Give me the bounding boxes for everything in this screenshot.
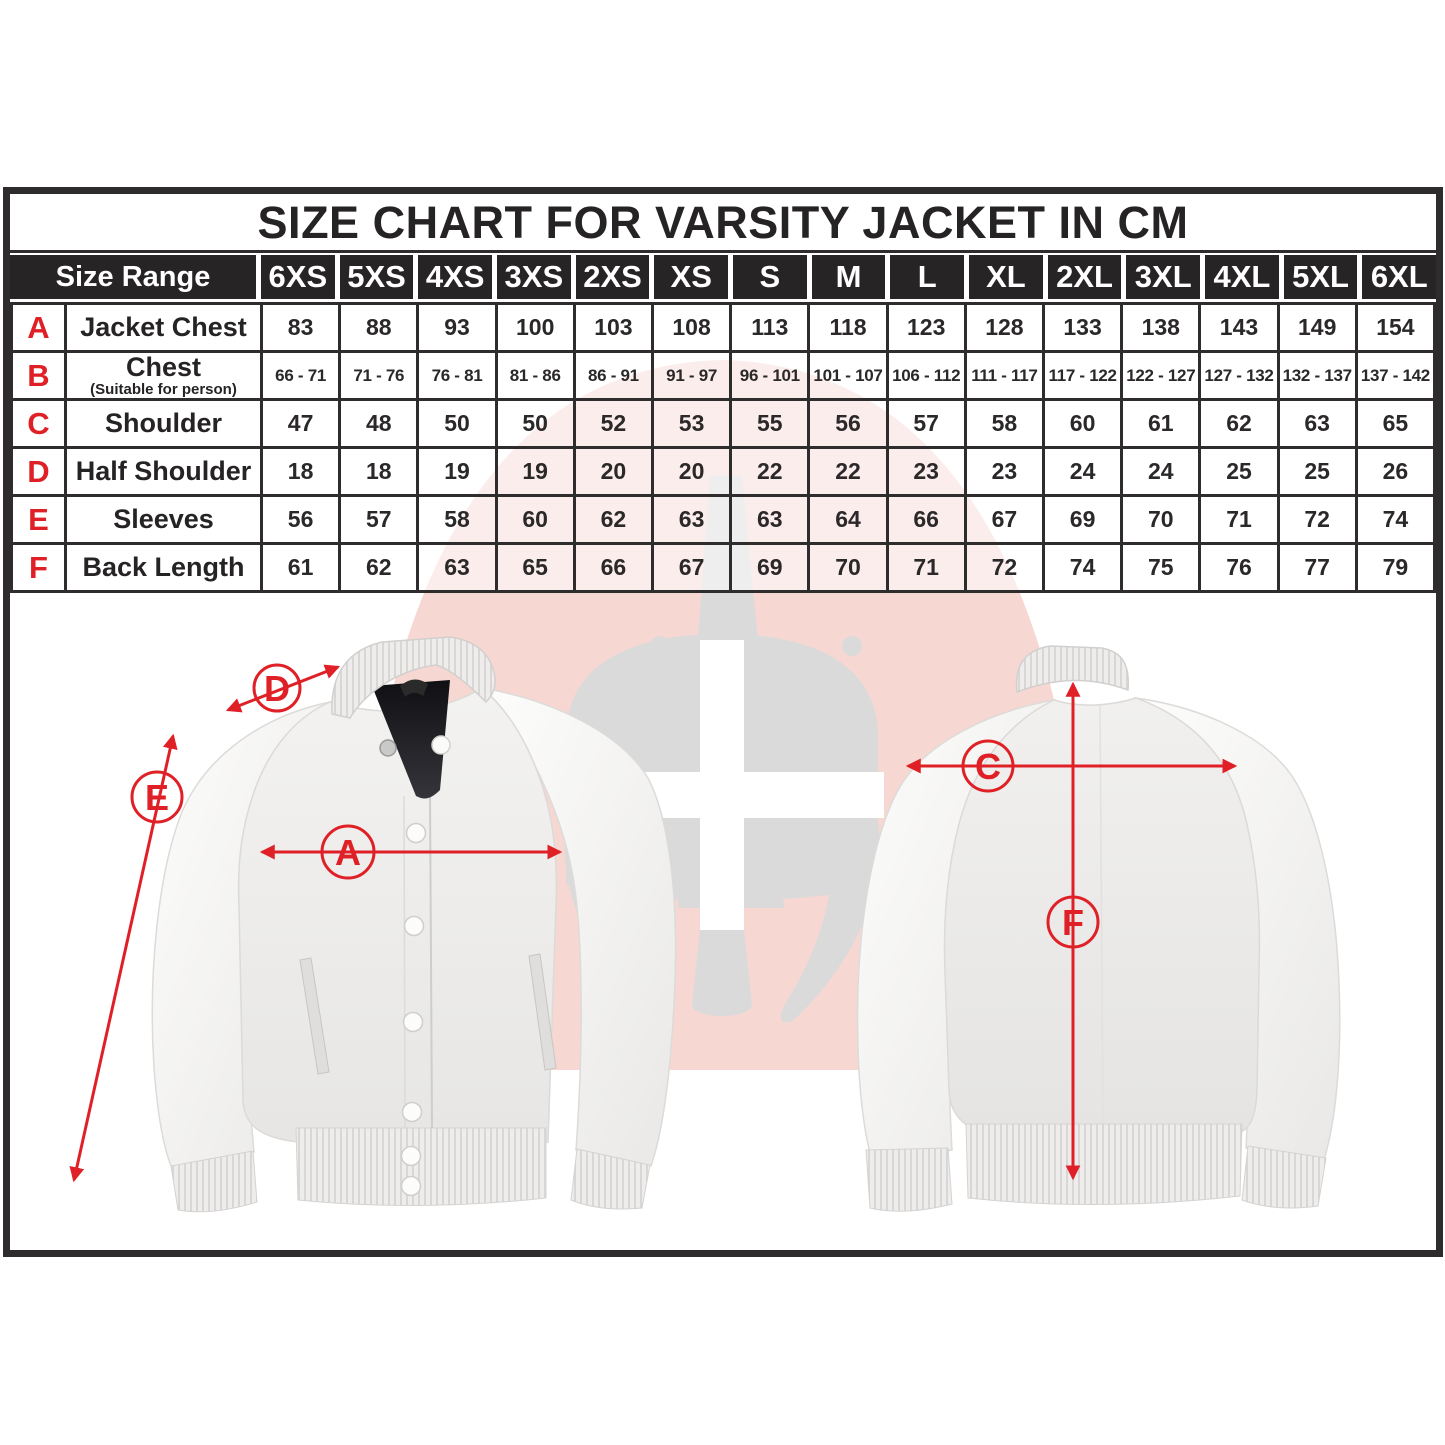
row-E-value-m: 64 bbox=[810, 497, 888, 545]
row-C-value-3xs: 50 bbox=[498, 401, 576, 449]
row-E-value-5xs: 57 bbox=[341, 497, 419, 545]
row-B-value-4xs: 76 - 81 bbox=[419, 353, 497, 401]
row-label-text-D: Half Shoulder bbox=[75, 456, 252, 486]
row-B-value-s: 96 - 101 bbox=[732, 353, 810, 401]
row-B-value-3xs: 81 - 86 bbox=[498, 353, 576, 401]
row-D-value-l: 23 bbox=[889, 449, 967, 497]
page-title: SIZE CHART FOR VARSITY JACKET IN CM bbox=[10, 194, 1436, 250]
size-col-header-xs: XS bbox=[654, 255, 728, 299]
row-B-value-m: 101 - 107 bbox=[810, 353, 888, 401]
row-C-value-s: 55 bbox=[732, 401, 810, 449]
row-D-value-xs: 20 bbox=[654, 449, 732, 497]
row-label-B bbox=[67, 353, 263, 401]
row-B-value-6xl: 137 - 142 bbox=[1358, 353, 1436, 401]
row-A-value-5xl: 149 bbox=[1280, 305, 1358, 353]
row-E-value-6xs: 56 bbox=[263, 497, 341, 545]
row-label-D bbox=[67, 449, 263, 497]
size-col-header-3xs: 3XS bbox=[497, 255, 571, 299]
row-F-value-4xs: 63 bbox=[419, 545, 497, 593]
row-B-value-xl: 111 - 117 bbox=[967, 353, 1045, 401]
row-label-text-C: Shoulder bbox=[104, 408, 222, 438]
row-E-value-2xl: 69 bbox=[1045, 497, 1123, 545]
size-col-header-6xl: 6XL bbox=[1362, 255, 1436, 299]
measure-letter-D: D bbox=[264, 668, 290, 709]
row-F-value-l: 71 bbox=[889, 545, 967, 593]
row-F-value-s: 69 bbox=[732, 545, 810, 593]
row-F-value-xs: 67 bbox=[654, 545, 732, 593]
size-col-header-l: L bbox=[890, 255, 964, 299]
row-label-F bbox=[67, 545, 263, 593]
row-D-value-4xl: 25 bbox=[1201, 449, 1279, 497]
size-col-header-s: S bbox=[733, 255, 807, 299]
row-C-value-4xl: 62 bbox=[1201, 401, 1279, 449]
size-table-grid bbox=[10, 302, 1436, 593]
size-col-header-2xs: 2XS bbox=[576, 255, 650, 299]
row-label-text-A: Jacket Chest bbox=[80, 312, 247, 342]
row-E-value-4xl: 71 bbox=[1201, 497, 1279, 545]
row-E-value-xl: 67 bbox=[967, 497, 1045, 545]
row-F-value-5xl: 77 bbox=[1280, 545, 1358, 593]
row-F-value-xl: 72 bbox=[967, 545, 1045, 593]
row-D-value-6xl: 26 bbox=[1358, 449, 1436, 497]
size-col-header-4xl: 4XL bbox=[1205, 255, 1279, 299]
row-A-value-s: 113 bbox=[732, 305, 810, 353]
row-D-value-5xl: 25 bbox=[1280, 449, 1358, 497]
row-A-value-m: 118 bbox=[810, 305, 888, 353]
row-B-value-2xs: 86 - 91 bbox=[576, 353, 654, 401]
row-E-value-l: 66 bbox=[889, 497, 967, 545]
row-F-value-3xs: 65 bbox=[498, 545, 576, 593]
row-E-value-2xs: 62 bbox=[576, 497, 654, 545]
measure-letter-E: E bbox=[144, 777, 170, 818]
size-chart-frame bbox=[3, 187, 1443, 1257]
row-C-value-2xl: 60 bbox=[1045, 401, 1123, 449]
row-C-value-2xs: 52 bbox=[576, 401, 654, 449]
row-A-value-3xl: 138 bbox=[1123, 305, 1201, 353]
row-B-value-xs: 91 - 97 bbox=[654, 353, 732, 401]
measure-letter-A: A bbox=[335, 832, 361, 873]
row-E-value-xs: 63 bbox=[654, 497, 732, 545]
row-F-value-3xl: 75 bbox=[1123, 545, 1201, 593]
row-D-value-4xs: 19 bbox=[419, 449, 497, 497]
row-F-value-6xs: 61 bbox=[263, 545, 341, 593]
row-letter-E: E bbox=[13, 497, 67, 545]
row-sublabel-B: (Suitable for person) bbox=[90, 381, 237, 398]
row-C-value-m: 56 bbox=[810, 401, 888, 449]
row-F-value-m: 70 bbox=[810, 545, 888, 593]
row-A-value-5xs: 88 bbox=[341, 305, 419, 353]
row-B-value-l: 106 - 112 bbox=[889, 353, 967, 401]
size-col-header-xl: XL bbox=[969, 255, 1043, 299]
measure-letter-F: F bbox=[1062, 902, 1084, 943]
row-C-value-5xl: 63 bbox=[1280, 401, 1358, 449]
size-range-header: Size Range bbox=[10, 255, 256, 299]
row-C-value-xs: 53 bbox=[654, 401, 732, 449]
row-label-E bbox=[67, 497, 263, 545]
row-E-value-4xs: 58 bbox=[419, 497, 497, 545]
row-F-value-5xs: 62 bbox=[341, 545, 419, 593]
row-letter-C: C bbox=[13, 401, 67, 449]
row-E-value-3xl: 70 bbox=[1123, 497, 1201, 545]
row-A-value-2xs: 103 bbox=[576, 305, 654, 353]
row-F-value-2xl: 74 bbox=[1045, 545, 1123, 593]
row-A-value-xl: 128 bbox=[967, 305, 1045, 353]
size-col-header-4xs: 4XS bbox=[418, 255, 492, 299]
row-A-value-6xl: 154 bbox=[1358, 305, 1436, 353]
row-label-text-F: Back Length bbox=[82, 552, 245, 582]
row-A-value-6xs: 83 bbox=[263, 305, 341, 353]
row-D-value-3xl: 24 bbox=[1123, 449, 1201, 497]
row-C-value-l: 57 bbox=[889, 401, 967, 449]
row-label-text-E: Sleeves bbox=[113, 504, 214, 534]
row-C-value-4xs: 50 bbox=[419, 401, 497, 449]
row-B-value-4xl: 127 - 132 bbox=[1201, 353, 1279, 401]
row-letter-A: A bbox=[13, 305, 67, 353]
row-E-value-5xl: 72 bbox=[1280, 497, 1358, 545]
size-col-header-3xl: 3XL bbox=[1126, 255, 1200, 299]
row-label-A bbox=[67, 305, 263, 353]
row-F-value-2xs: 66 bbox=[576, 545, 654, 593]
size-col-header-5xl: 5XL bbox=[1284, 255, 1358, 299]
row-letter-B: B bbox=[13, 353, 67, 401]
row-C-value-5xs: 48 bbox=[341, 401, 419, 449]
row-label-C bbox=[67, 401, 263, 449]
row-letter-F: F bbox=[13, 545, 67, 593]
measure-letter-C: C bbox=[975, 746, 1001, 787]
row-A-value-3xs: 100 bbox=[498, 305, 576, 353]
row-D-value-m: 22 bbox=[810, 449, 888, 497]
row-letter-D: D bbox=[13, 449, 67, 497]
row-C-value-6xl: 65 bbox=[1358, 401, 1436, 449]
size-col-header-2xl: 2XL bbox=[1048, 255, 1122, 299]
row-E-value-6xl: 74 bbox=[1358, 497, 1436, 545]
row-A-value-xs: 108 bbox=[654, 305, 732, 353]
row-F-value-4xl: 76 bbox=[1201, 545, 1279, 593]
row-F-value-6xl: 79 bbox=[1358, 545, 1436, 593]
row-D-value-6xs: 18 bbox=[263, 449, 341, 497]
row-B-value-6xs: 66 - 71 bbox=[263, 353, 341, 401]
row-D-value-s: 22 bbox=[732, 449, 810, 497]
row-D-value-5xs: 18 bbox=[341, 449, 419, 497]
row-B-value-2xl: 117 - 122 bbox=[1045, 353, 1123, 401]
row-A-value-4xs: 93 bbox=[419, 305, 497, 353]
size-col-header-5xs: 5XS bbox=[340, 255, 414, 299]
row-B-value-5xs: 71 - 76 bbox=[341, 353, 419, 401]
row-label-text-B: Chest bbox=[125, 352, 201, 382]
row-D-value-3xs: 19 bbox=[498, 449, 576, 497]
row-B-value-3xl: 122 - 127 bbox=[1123, 353, 1201, 401]
row-E-value-3xs: 60 bbox=[498, 497, 576, 545]
size-header-row bbox=[10, 250, 1436, 302]
row-C-value-3xl: 61 bbox=[1123, 401, 1201, 449]
size-col-header-6xs: 6XS bbox=[261, 255, 335, 299]
row-B-value-5xl: 132 - 137 bbox=[1280, 353, 1358, 401]
row-A-value-l: 123 bbox=[889, 305, 967, 353]
row-D-value-2xl: 24 bbox=[1045, 449, 1123, 497]
row-C-value-xl: 58 bbox=[967, 401, 1045, 449]
row-D-value-2xs: 20 bbox=[576, 449, 654, 497]
row-E-value-s: 63 bbox=[732, 497, 810, 545]
row-D-value-xl: 23 bbox=[967, 449, 1045, 497]
row-A-value-2xl: 133 bbox=[1045, 305, 1123, 353]
size-col-header-m: M bbox=[812, 255, 886, 299]
row-A-value-4xl: 143 bbox=[1201, 305, 1279, 353]
row-C-value-6xs: 47 bbox=[263, 401, 341, 449]
